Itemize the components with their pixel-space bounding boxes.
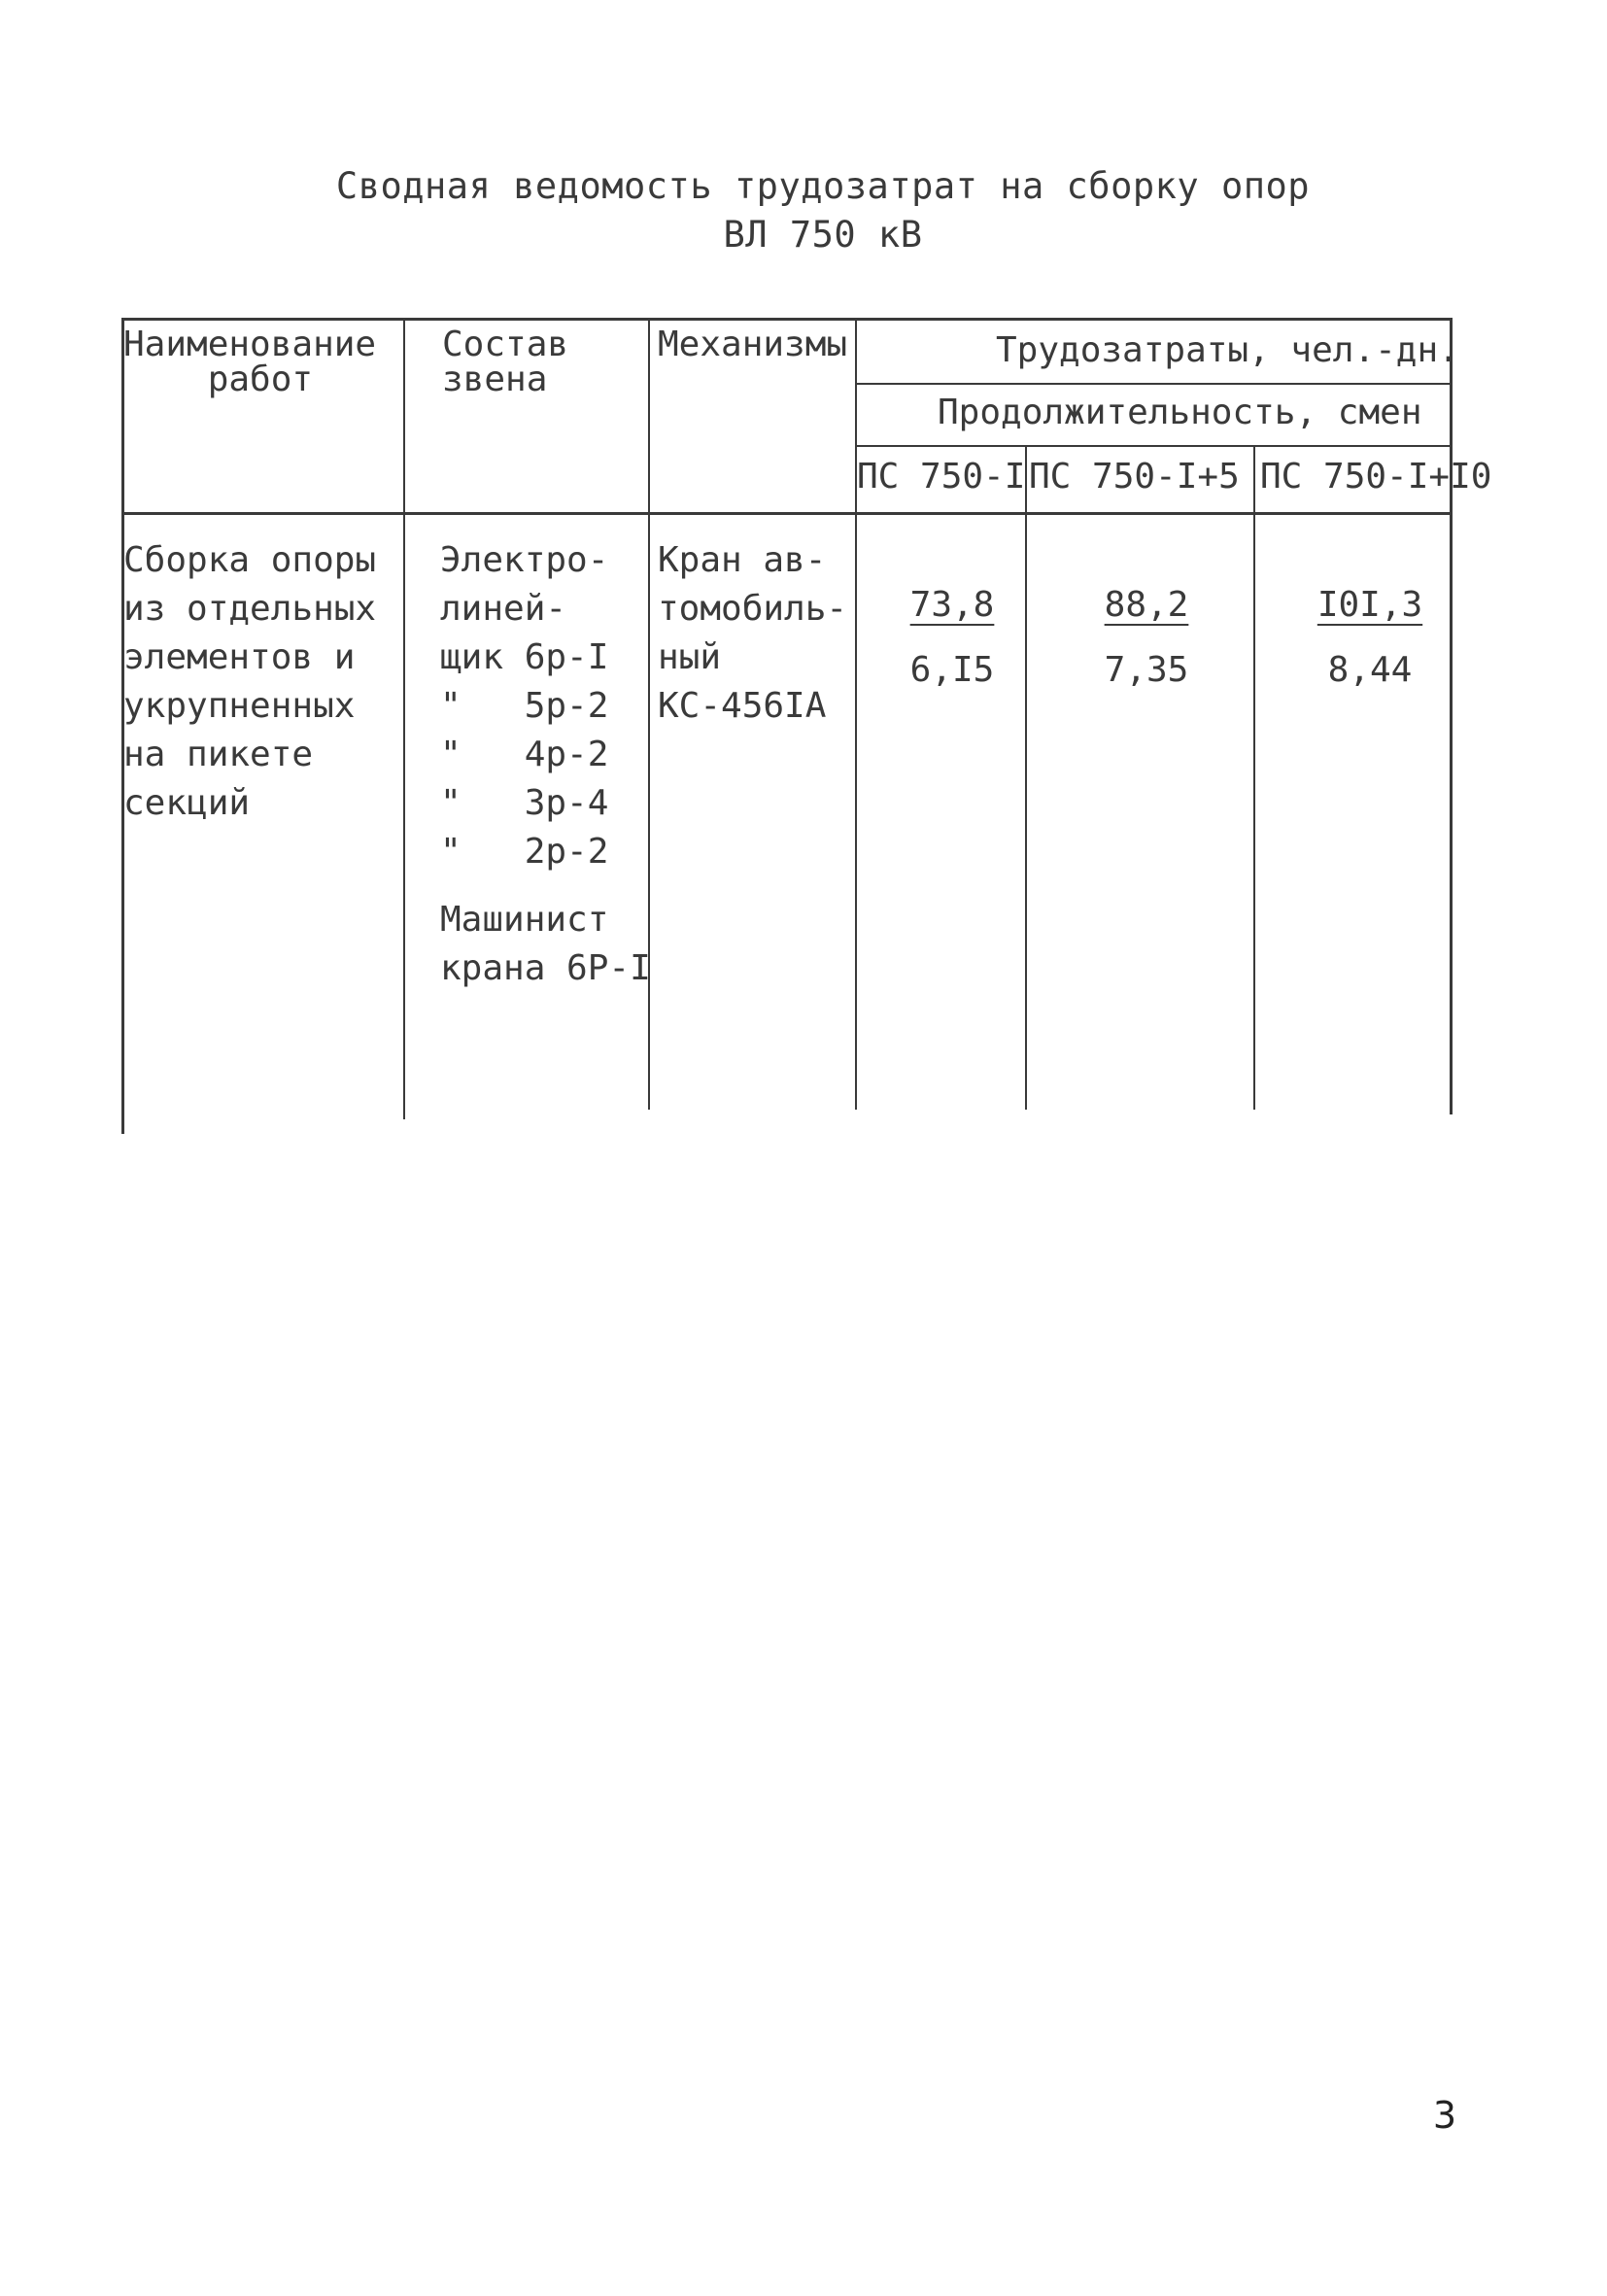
labor-value-3: I0I,3 [1316,585,1423,625]
header-name: Наименование работ [123,325,377,399]
table-right-border [1450,318,1453,1114]
row-crew: Электро- линей- щик 6р-I " 5р-2 " 4р-2 " 3р-4 " 2р-2 [440,540,609,872]
duration-value-1: 6,I5 [909,650,995,690]
header-labor: Трудозатраты, чел.-дн. [996,330,1459,370]
header-mechanisms: Механизмы [658,325,848,364]
page-number: 3 [1432,2094,1456,2137]
duration-value-2: 7,35 [1104,650,1189,690]
row-work-name: Сборка опоры из отдельных элементов и укрупненных на пикете секций [123,540,377,823]
labor-value-2: 88,2 [1104,585,1189,625]
duration-value-3: 8,44 [1327,650,1413,690]
table-top-border [121,318,1453,321]
row-mechanisms: Кран ав- томобиль- ный КС-456IA [658,540,848,726]
header-crew: Состав звена [442,325,569,399]
labor-table [121,318,1492,1114]
header-sub-2: ПС 750-I+5 [1029,457,1240,497]
col-divider-1 [403,318,405,1119]
row-crew-operator: Машинист крана 6Р-I [440,900,651,988]
document-subtitle: ВЛ 750 кВ [723,214,923,256]
col-divider-3 [855,318,857,1110]
header-duration-divider [855,445,1453,447]
header-duration: Продолжительность, смен [938,393,1422,432]
labor-value-1: 73,8 [909,585,995,625]
header-sub-3: ПС 750-I+I0 [1260,457,1492,497]
col-divider-4 [1025,445,1027,1110]
header-labor-divider [855,383,1453,385]
document-title: Сводная ведомость трудозатрат на сборку опор [335,165,1311,207]
header-sub-1: ПС 750-I [857,457,1026,497]
col-divider-5 [1253,445,1255,1110]
